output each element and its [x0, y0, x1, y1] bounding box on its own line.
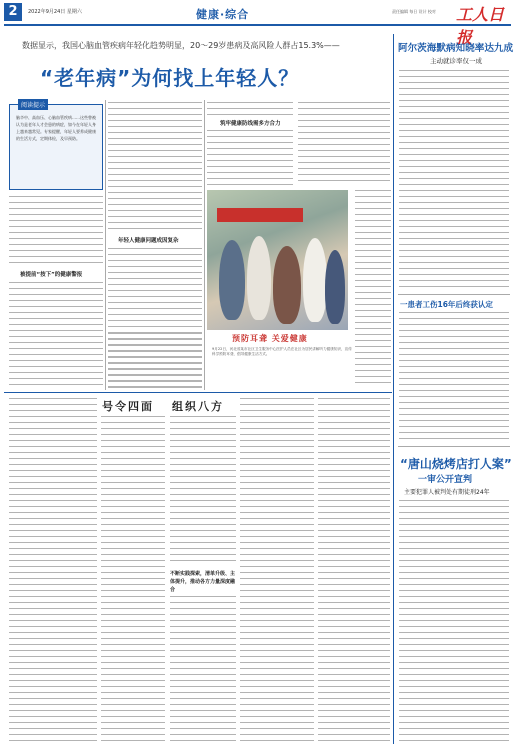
lead-body-col-2c [108, 333, 202, 388]
right-story-1-headline: 阿尔茨海默病知晓率达九成 [398, 43, 514, 54]
lower-body-col-3a [170, 416, 236, 566]
lead-subhead-3: 筑牢健康防线需多方合力 [220, 121, 281, 127]
right-story-1-subhead: 主动就诊率仅一成 [430, 57, 482, 65]
news-photo [207, 190, 348, 330]
editor-note-box [9, 104, 103, 190]
lead-body-col-1b [9, 282, 103, 388]
lead-body-col-3a [207, 102, 293, 116]
photo-banner [217, 208, 303, 222]
lead-headline: “老年病”为何找上年轻人？ [40, 66, 300, 90]
column-title-1: 号令四面 [102, 400, 154, 413]
photo-person [325, 250, 345, 324]
page-number: 2 [4, 3, 22, 21]
lead-body-col-4 [298, 102, 390, 186]
column-rule [204, 100, 205, 390]
header-rule [4, 24, 511, 26]
right-story-3-headline: “唐山烧烤店打人案” [400, 457, 512, 471]
lower-body-col-1 [9, 398, 97, 742]
issue-date: 2022年9月24日 星期六 [28, 9, 82, 15]
photo-person [247, 236, 271, 320]
story-divider [398, 446, 510, 447]
lower-body-col-4 [240, 398, 314, 742]
lead-body-col-1a [9, 196, 103, 266]
lower-body-col-2 [101, 416, 165, 742]
lead-subhead-2: 年轻人健康问题成因复杂 [118, 238, 179, 244]
section-divider [4, 392, 392, 393]
lead-body-col-2a [108, 102, 202, 232]
editor-note-tag: 阅读提示 [18, 99, 48, 110]
photo-person [303, 238, 327, 322]
lower-body-col-5 [318, 398, 390, 742]
lower-body-col-3b [170, 596, 236, 742]
lead-subhead-1: 被提前“按下”的健康警报 [20, 272, 83, 278]
photo-person [219, 240, 245, 320]
photo-caption: 9月22日，河北省某市社区卫生服务中心医护人员在社区为居民讲解听力健康知识，宣传科学预防耳聋，倡导健康生活方式。 [212, 347, 352, 356]
right-story-3-body [399, 500, 509, 742]
column-subhead: 不断实践探索，清单升级、主体提升，推动各方力量深度融合 [170, 571, 236, 593]
right-story-2-body [399, 312, 509, 442]
story-divider [398, 294, 510, 295]
lead-body-col-3b [207, 130, 293, 186]
photo-caption-title: 预防耳聋 关爱健康 [232, 334, 308, 343]
section-title: 健康·综合 [196, 8, 250, 21]
column-rule [393, 34, 394, 744]
paper-logo: 工人日报 [456, 5, 505, 47]
photo-person [273, 246, 301, 324]
column-rule [105, 100, 106, 390]
editor-info: 责任编辑 每日 设计 校对 [392, 9, 436, 14]
lead-body-col-5 [355, 190, 391, 388]
editor-note-text: 脑卒中、高血压、心脑血管疾病……这些曾被认为是老年人才会患的病症，如今在年轻人身上越来越常见。专家提醒，年轻人要养成健康的生活方式，定期体检，及早预防。 [16, 115, 96, 141]
right-story-1-body [399, 70, 509, 292]
right-story-2-headline: 一患者工伤16年后终获认定 [400, 300, 493, 309]
right-story-3-subhead-1: 一审公开宣判 [418, 475, 473, 485]
column-title-2: 组织八方 [172, 400, 224, 413]
lead-kicker: 数据显示，我国心脑血管疾病年轻化趋势明显，20～29岁患病及高风险人群占15.3%—— [22, 41, 340, 50]
right-story-3-subhead-2: 主要犯罪人被判处有期徒刑24年 [404, 489, 490, 496]
